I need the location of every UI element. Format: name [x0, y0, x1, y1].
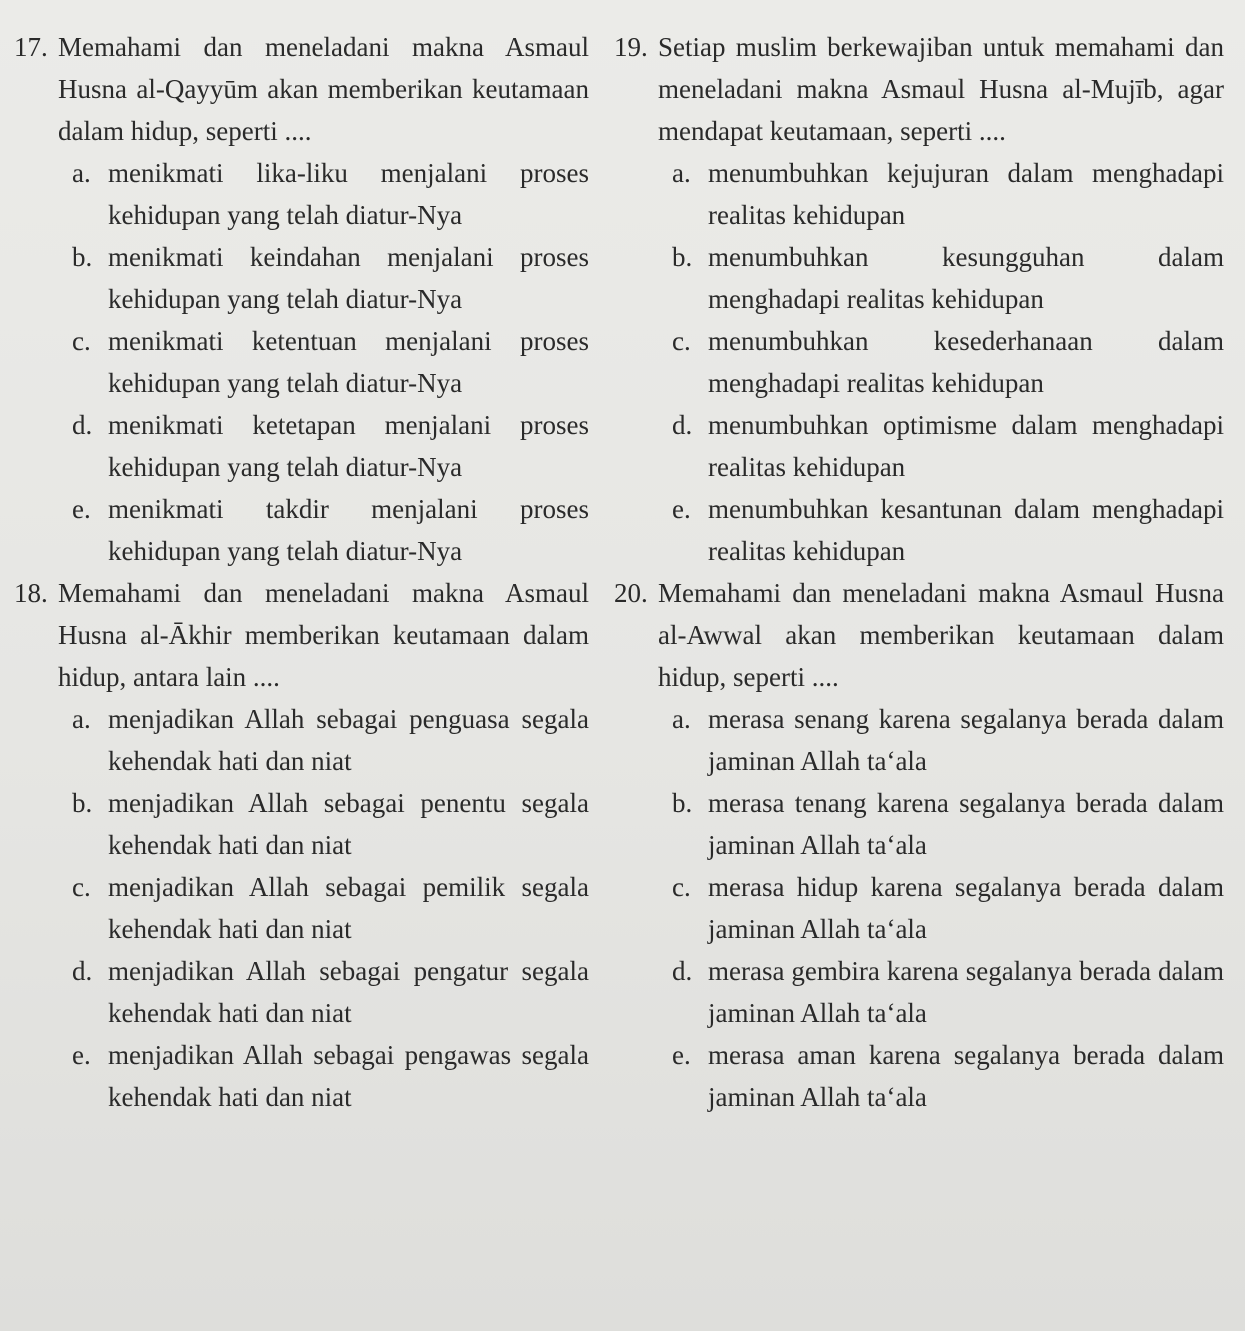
option-label: e. [672, 1040, 691, 1070]
option-e [672, 488, 1224, 572]
option-label: d. [672, 410, 693, 440]
option-text: menjadikan Allah sebagai pemilik segala kehendak hati dan niat [108, 872, 589, 944]
question-number: 20. [614, 578, 648, 608]
option-label: b. [672, 788, 693, 818]
question-stem: Memahami dan meneladani makna Asmaul Husna al-Awwal akan memberikan keutamaan dalam hidup, seperti .... [658, 578, 1224, 692]
option-e [72, 1034, 589, 1118]
right-column [614, 26, 1224, 1118]
question-18 [14, 572, 589, 1118]
option-label: a. [72, 704, 91, 734]
option-text: menumbuhkan kesederhanaan dalam menghadapi realitas kehidupan [708, 326, 1224, 398]
option-text: menjadikan Allah sebagai pengawas segala kehendak hati dan niat [108, 1040, 589, 1112]
option-label: d. [72, 956, 93, 986]
question-20 [614, 572, 1224, 1118]
option-text: menumbuhkan kejujuran dalam menghadapi realitas kehidupan [708, 158, 1224, 230]
option-text: menikmati keindahan menjalani proses kehidupan yang telah diatur-Nya [108, 242, 589, 314]
options-list [72, 698, 589, 1118]
option-label: e. [72, 1040, 91, 1070]
option-label: c. [672, 326, 691, 356]
question-stem: Setiap muslim berkewajiban untuk memahami dan meneladani makna Asmaul Husna al-Mujīb, agar mendapat keutamaan, seperti .... [658, 32, 1224, 146]
option-text: menumbuhkan kesungguhan dalam menghadapi realitas kehidupan [708, 242, 1224, 314]
options-list [672, 698, 1224, 1118]
option-text: merasa senang karena segalanya berada dalam jaminan Allah ta‘ala [708, 704, 1224, 776]
option-a [672, 152, 1224, 236]
option-label: e. [672, 494, 691, 524]
options-list [72, 152, 589, 572]
option-text: merasa aman karena segalanya berada dalam jaminan Allah ta‘ala [708, 1040, 1224, 1112]
option-label: c. [672, 872, 691, 902]
option-c [72, 866, 589, 950]
option-a [72, 152, 589, 236]
option-b [72, 782, 589, 866]
option-label: e. [72, 494, 91, 524]
option-d [72, 404, 589, 488]
question-number: 19. [614, 32, 648, 62]
option-text: merasa tenang karena segalanya berada dalam jaminan Allah ta‘ala [708, 788, 1224, 860]
question-17 [14, 26, 589, 572]
option-text: menikmati lika-liku menjalani proses kehidupan yang telah diatur-Nya [108, 158, 589, 230]
option-text: menikmati ketetapan menjalani proses kehidupan yang telah diatur-Nya [108, 410, 589, 482]
option-label: d. [672, 956, 693, 986]
option-label: a. [672, 158, 691, 188]
option-a [672, 698, 1224, 782]
option-c [672, 866, 1224, 950]
option-text: merasa hidup karena segalanya berada dalam jaminan Allah ta‘ala [708, 872, 1224, 944]
option-text: menikmati takdir menjalani proses kehidupan yang telah diatur-Nya [108, 494, 589, 566]
option-a [72, 698, 589, 782]
question-number: 17. [14, 32, 48, 62]
question-stem: Memahami dan meneladani makna Asmaul Husna al-Ākhir memberikan keutamaan dalam hidup, antara lain .... [58, 578, 589, 692]
left-column [14, 26, 589, 1118]
option-d [672, 950, 1224, 1034]
option-text: menjadikan Allah sebagai penentu segala kehendak hati dan niat [108, 788, 589, 860]
option-e [672, 1034, 1224, 1118]
option-c [672, 320, 1224, 404]
option-text: menjadikan Allah sebagai penguasa segala kehendak hati dan niat [108, 704, 589, 776]
question-number: 18. [14, 578, 48, 608]
option-text: menumbuhkan optimisme dalam menghadapi realitas kehidupan [708, 410, 1224, 482]
option-label: a. [672, 704, 691, 734]
option-b [672, 782, 1224, 866]
option-c [72, 320, 589, 404]
option-e [72, 488, 589, 572]
option-label: b. [672, 242, 693, 272]
question-19 [614, 26, 1224, 572]
option-label: a. [72, 158, 91, 188]
question-stem: Memahami dan meneladani makna Asmaul Husna al-Qayyūm akan memberikan keutamaan dalam hidup, seperti .... [58, 32, 589, 146]
option-b [672, 236, 1224, 320]
option-label: b. [72, 242, 93, 272]
option-label: c. [72, 872, 91, 902]
option-d [672, 404, 1224, 488]
option-text: menumbuhkan kesantunan dalam menghadapi realitas kehidupan [708, 494, 1224, 566]
option-label: b. [72, 788, 93, 818]
option-label: c. [72, 326, 91, 356]
option-text: menikmati ketentuan menjalani proses kehidupan yang telah diatur-Nya [108, 326, 589, 398]
option-d [72, 950, 589, 1034]
option-text: merasa gembira karena segalanya berada dalam jaminan Allah ta‘ala [708, 956, 1224, 1028]
option-label: d. [72, 410, 93, 440]
options-list [672, 152, 1224, 572]
option-text: menjadikan Allah sebagai pengatur segala kehendak hati dan niat [108, 956, 589, 1028]
option-b [72, 236, 589, 320]
